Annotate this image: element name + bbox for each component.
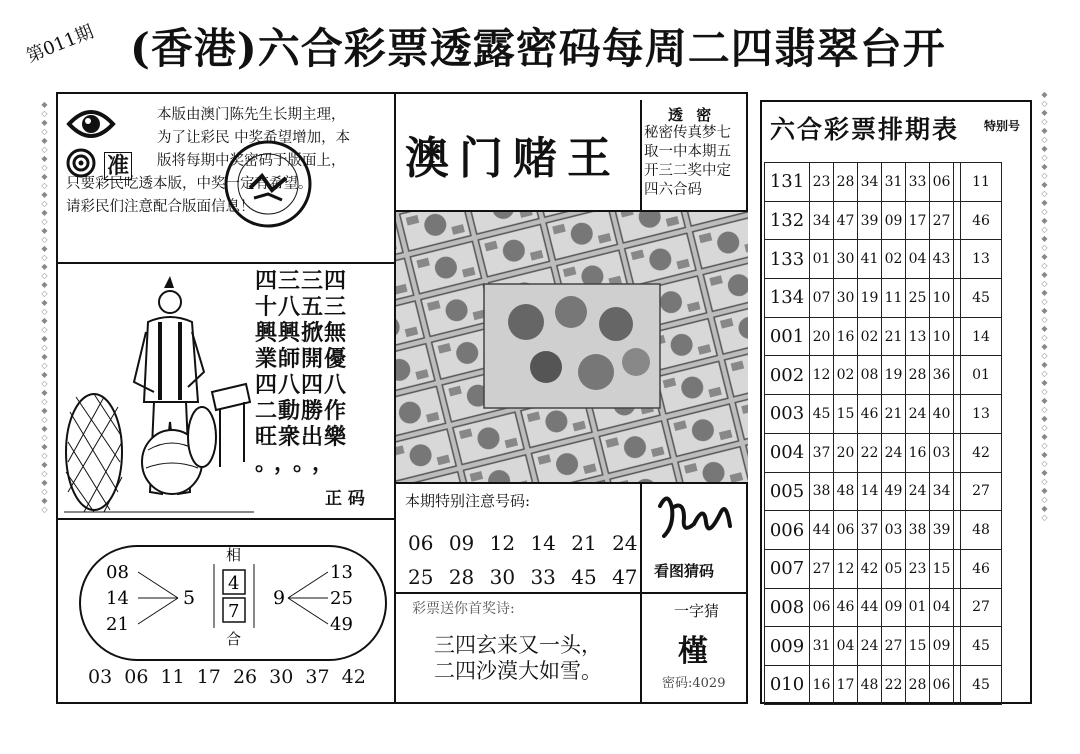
drawn-number: 02: [882, 240, 906, 279]
drawn-number: 27: [882, 627, 906, 666]
column-gap: [954, 163, 961, 202]
special-numbers-label: 本期特别注意号码:: [405, 492, 531, 510]
drawn-number: 38: [906, 511, 930, 550]
drawn-number: 04: [906, 240, 930, 279]
drawn-number: 20: [810, 317, 834, 356]
special-number: 12: [489, 531, 516, 555]
intro-line: 为了让彩民 中奖希望增加，本: [157, 130, 351, 146]
special-number: 09: [448, 531, 475, 555]
drawn-number: 03: [882, 511, 906, 550]
diagram-right-number: 13: [330, 562, 353, 583]
schedule-table: [764, 162, 1002, 705]
special-number: 45: [961, 665, 1002, 704]
regular-code-label: 正 码: [325, 489, 365, 509]
drawn-number: 43: [930, 240, 954, 279]
schedule-row: [765, 511, 1002, 550]
guess-picture-text: 看图猜码: [654, 562, 715, 580]
period-number: 132: [765, 201, 810, 240]
diagram-right-number: 25: [330, 588, 353, 609]
drawn-number: 28: [906, 665, 930, 704]
special-number: 13: [961, 240, 1002, 279]
drawn-number: 02: [858, 317, 882, 356]
special-number: 48: [961, 511, 1002, 550]
drawn-number: 39: [858, 201, 882, 240]
drawn-number: 39: [930, 511, 954, 550]
drawn-number: 48: [834, 472, 858, 511]
number-pair-diagram: [78, 540, 388, 662]
special-number: 45: [571, 565, 597, 589]
column-gap: [954, 588, 961, 627]
drawn-number: 42: [858, 549, 882, 588]
drawn-number: 22: [882, 665, 906, 704]
drawn-number: 40: [930, 395, 954, 434]
poem-line: 四八四八: [255, 372, 348, 398]
period-number: 131: [765, 163, 810, 202]
special-number: 24: [612, 531, 638, 555]
drawn-number: 09: [930, 627, 954, 666]
special-number: 14: [961, 317, 1002, 356]
secret-label: 透 密: [668, 106, 716, 124]
diagram-left-number: 14: [106, 588, 129, 609]
special-number: 46: [961, 201, 1002, 240]
macau-king-title: 澳门赌王: [405, 133, 621, 184]
intro-line: 只要彩民吃透本版，中奖一定有希望。: [66, 176, 313, 192]
secret-text: [644, 124, 731, 200]
drawn-number: 46: [834, 588, 858, 627]
drawn-number: 30: [834, 240, 858, 279]
drawn-number: 44: [858, 588, 882, 627]
drawn-number: 44: [810, 511, 834, 550]
drawn-number: 10: [930, 317, 954, 356]
guess-character: 槿: [678, 634, 708, 669]
intro-line: 版将每期中奖密码于版面上，: [157, 153, 346, 169]
special-number-tag: 特别号: [984, 119, 1021, 133]
secret-line: 开三二奖中定: [644, 163, 731, 179]
special-numbers: [408, 526, 638, 594]
drawn-number: 28: [906, 356, 930, 395]
period-number: 133: [765, 240, 810, 279]
schedule-row: [765, 665, 1002, 704]
column-gap: [954, 472, 961, 511]
drawn-number: 11: [882, 279, 906, 318]
diagram-center-number: 4: [228, 573, 240, 594]
drawn-number: 36: [930, 356, 954, 395]
drawn-number: 46: [858, 395, 882, 434]
bottom-number-row: [88, 666, 366, 688]
edge-decoration: ◆◇◆◇◆◇◆◇◆◇◆◇◆◇◆◇◆◇◆◇◆◇◆◇◆◇◆◇◆◇◆◇◆◇◆◇◆◇◆◇◆◇◆◇◆◇◆◇: [1040, 90, 1049, 522]
special-number: 21: [571, 531, 597, 555]
period-number: 008: [765, 588, 810, 627]
column-gap: [954, 549, 961, 588]
drawn-number: 30: [834, 279, 858, 318]
period-number: 134: [765, 279, 810, 318]
diagram-left-number: 21: [106, 614, 129, 635]
drawn-number: 23: [906, 549, 930, 588]
drawn-number: 21: [882, 395, 906, 434]
intro-line: 请彩民们注意配合版面信息！: [66, 199, 255, 215]
schedule-row: [765, 433, 1002, 472]
handwritten-signature: [654, 486, 738, 546]
schedule-row: [765, 240, 1002, 279]
drawn-number: 17: [906, 201, 930, 240]
special-number: 46: [961, 549, 1002, 588]
schedule-row: [765, 279, 1002, 318]
poem-line: 旺衆出樂: [255, 424, 348, 450]
column-gap: [954, 627, 961, 666]
schedule-title: 六合彩票排期表: [770, 115, 960, 144]
drawn-number: 27: [930, 201, 954, 240]
period-number: 009: [765, 627, 810, 666]
special-number: 25: [408, 565, 434, 589]
drawn-number: 06: [834, 511, 858, 550]
drawn-number: 27: [810, 549, 834, 588]
bottom-number: 03: [88, 666, 113, 688]
schedule-row: [765, 627, 1002, 666]
guess-code: 密码:4029: [662, 676, 726, 691]
edge-decoration: ◆◇◆◇◆◇◆◇◆◇◆◇◆◇◆◇◆◇◆◇◆◇◆◇◆◇◆◇◆◇◆◇◆◇◆◇◆◇◆◇◆◇◆◇◆◇: [40, 100, 49, 514]
drawn-number: 14: [858, 472, 882, 511]
accuracy-mark: 准: [104, 152, 132, 180]
drawn-number: 12: [834, 549, 858, 588]
issue-number: 第011期: [23, 21, 97, 68]
drawn-number: 08: [858, 356, 882, 395]
period-number: 006: [765, 511, 810, 550]
bottom-number: 42: [341, 666, 366, 688]
secret-line: 取一中本期五: [644, 144, 731, 160]
gift-poem-label: 彩票送你首奖诗:: [412, 601, 515, 617]
special-number: 33: [530, 565, 556, 589]
schedule-row: [765, 356, 1002, 395]
guess-label: 一字猜: [674, 602, 720, 620]
drawn-number: 01: [810, 240, 834, 279]
special-number: 45: [961, 279, 1002, 318]
divider: [394, 482, 748, 484]
drawn-number: 21: [882, 317, 906, 356]
period-number: 010: [765, 665, 810, 704]
drawn-number: 41: [858, 240, 882, 279]
column-gap: [954, 201, 961, 240]
column-gap: [954, 665, 961, 704]
schedule-row: [765, 395, 1002, 434]
drawn-number: 24: [882, 433, 906, 472]
drawn-number: 16: [834, 317, 858, 356]
drawn-number: 34: [930, 472, 954, 511]
drawn-number: 28: [834, 163, 858, 202]
column-gap: [954, 511, 961, 550]
drawn-number: 38: [810, 472, 834, 511]
drawn-number: 15: [834, 395, 858, 434]
column-gap: [954, 240, 961, 279]
diagram-inner-number: 9: [273, 587, 286, 609]
drawn-number: 37: [810, 433, 834, 472]
divider: [640, 592, 748, 594]
diagram-top: 相: [226, 546, 242, 564]
special-number: 14: [530, 531, 556, 555]
drawn-number: 06: [810, 588, 834, 627]
poem-line: 。，。，: [255, 450, 343, 476]
column-gap: [954, 433, 961, 472]
period-number: 005: [765, 472, 810, 511]
poem-line: 興興掀無: [255, 320, 348, 346]
page-title: (香港)六合彩票透露密码每周二四翡翠台开: [130, 24, 946, 73]
seal-stamp: [222, 138, 314, 230]
intro-line: 本版由澳门陈先生长期主理，: [157, 107, 346, 123]
drawn-number: 04: [834, 627, 858, 666]
column-gap: [954, 279, 961, 318]
special-number: 13: [961, 395, 1002, 434]
drawn-number: 04: [930, 588, 954, 627]
secret-line: 秘密传真梦七: [644, 125, 731, 141]
bottom-number: 30: [269, 666, 294, 688]
drawn-number: 15: [906, 627, 930, 666]
poem-line: 業師開優: [255, 346, 348, 372]
period-number: 001: [765, 317, 810, 356]
bottom-number: 37: [305, 666, 330, 688]
schedule-row: [765, 201, 1002, 240]
secret-line: 四六合码: [644, 182, 702, 198]
period-number: 003: [765, 395, 810, 434]
period-number: 007: [765, 549, 810, 588]
drawn-number: 19: [882, 356, 906, 395]
drawn-number: 12: [810, 356, 834, 395]
schedule-row: [765, 549, 1002, 588]
drawn-number: 34: [810, 201, 834, 240]
drawn-number: 23: [810, 163, 834, 202]
poem-block: [255, 268, 347, 476]
drawn-number: 17: [834, 665, 858, 704]
banknote-collage-image: [396, 212, 748, 482]
drawn-number: 33: [906, 163, 930, 202]
drawn-number: 06: [930, 665, 954, 704]
special-number: 30: [489, 565, 516, 589]
special-number: 27: [961, 472, 1002, 511]
bottom-number: 11: [160, 666, 185, 688]
drawn-number: 34: [858, 163, 882, 202]
drawn-number: 05: [882, 549, 906, 588]
drawn-number: 25: [906, 279, 930, 318]
divider: [56, 518, 396, 520]
period-number: 002: [765, 356, 810, 395]
drawn-number: 37: [858, 511, 882, 550]
merchant-illustration: [64, 262, 254, 514]
special-number: 01: [961, 356, 1002, 395]
poem-line: 十八五三: [255, 294, 348, 320]
drawn-number: 19: [858, 279, 882, 318]
gift-poem: [434, 632, 602, 684]
poem-line: 二動勝作: [255, 398, 348, 424]
drawn-number: 03: [930, 433, 954, 472]
drawn-number: 45: [810, 395, 834, 434]
drawn-number: 24: [906, 395, 930, 434]
drawn-number: 31: [810, 627, 834, 666]
schedule-row: [765, 472, 1002, 511]
drawn-number: 24: [906, 472, 930, 511]
bottom-number: 26: [232, 666, 258, 688]
special-number: 42: [961, 433, 1002, 472]
diagram-left-number: 08: [106, 562, 129, 583]
gift-line: 二四沙漠大如雪。: [434, 659, 602, 683]
drawn-number: 06: [930, 163, 954, 202]
diagram-inner-number: 5: [183, 587, 196, 609]
drawn-number: 47: [834, 201, 858, 240]
special-number: 45: [961, 627, 1002, 666]
column-gap: [954, 395, 961, 434]
drawn-number: 01: [906, 588, 930, 627]
drawn-number: 48: [858, 665, 882, 704]
drawn-number: 09: [882, 588, 906, 627]
drawn-number: 16: [810, 665, 834, 704]
gift-line: 三四玄来又一头，: [434, 633, 602, 657]
schedule-row: [765, 317, 1002, 356]
drawn-number: 07: [810, 279, 834, 318]
poem-line: 四三三四: [255, 268, 348, 294]
drawn-number: 16: [906, 433, 930, 472]
drawn-number: 10: [930, 279, 954, 318]
drawn-number: 15: [930, 549, 954, 588]
divider: [640, 100, 642, 212]
diagram-bottom: 合: [226, 630, 242, 648]
drawn-number: 13: [906, 317, 930, 356]
schedule-row: [765, 163, 1002, 202]
column-gap: [954, 356, 961, 395]
bottom-number: 17: [196, 666, 221, 688]
drawn-number: 22: [858, 433, 882, 472]
special-number: 06: [408, 531, 434, 555]
drawn-number: 20: [834, 433, 858, 472]
special-number: 28: [448, 565, 475, 589]
drawn-number: 02: [834, 356, 858, 395]
special-number: 11: [961, 163, 1002, 202]
drawn-number: 24: [858, 627, 882, 666]
drawn-number: 31: [882, 163, 906, 202]
schedule-row: [765, 588, 1002, 627]
period-number: 004: [765, 433, 810, 472]
drawn-number: 49: [882, 472, 906, 511]
diagram-center-number: 7: [228, 601, 240, 622]
diagram-right-number: 49: [330, 614, 353, 635]
special-number: 47: [612, 565, 638, 589]
drawn-number: 09: [882, 201, 906, 240]
column-gap: [954, 317, 961, 356]
bottom-number: 06: [124, 666, 149, 688]
special-number: 27: [961, 588, 1002, 627]
